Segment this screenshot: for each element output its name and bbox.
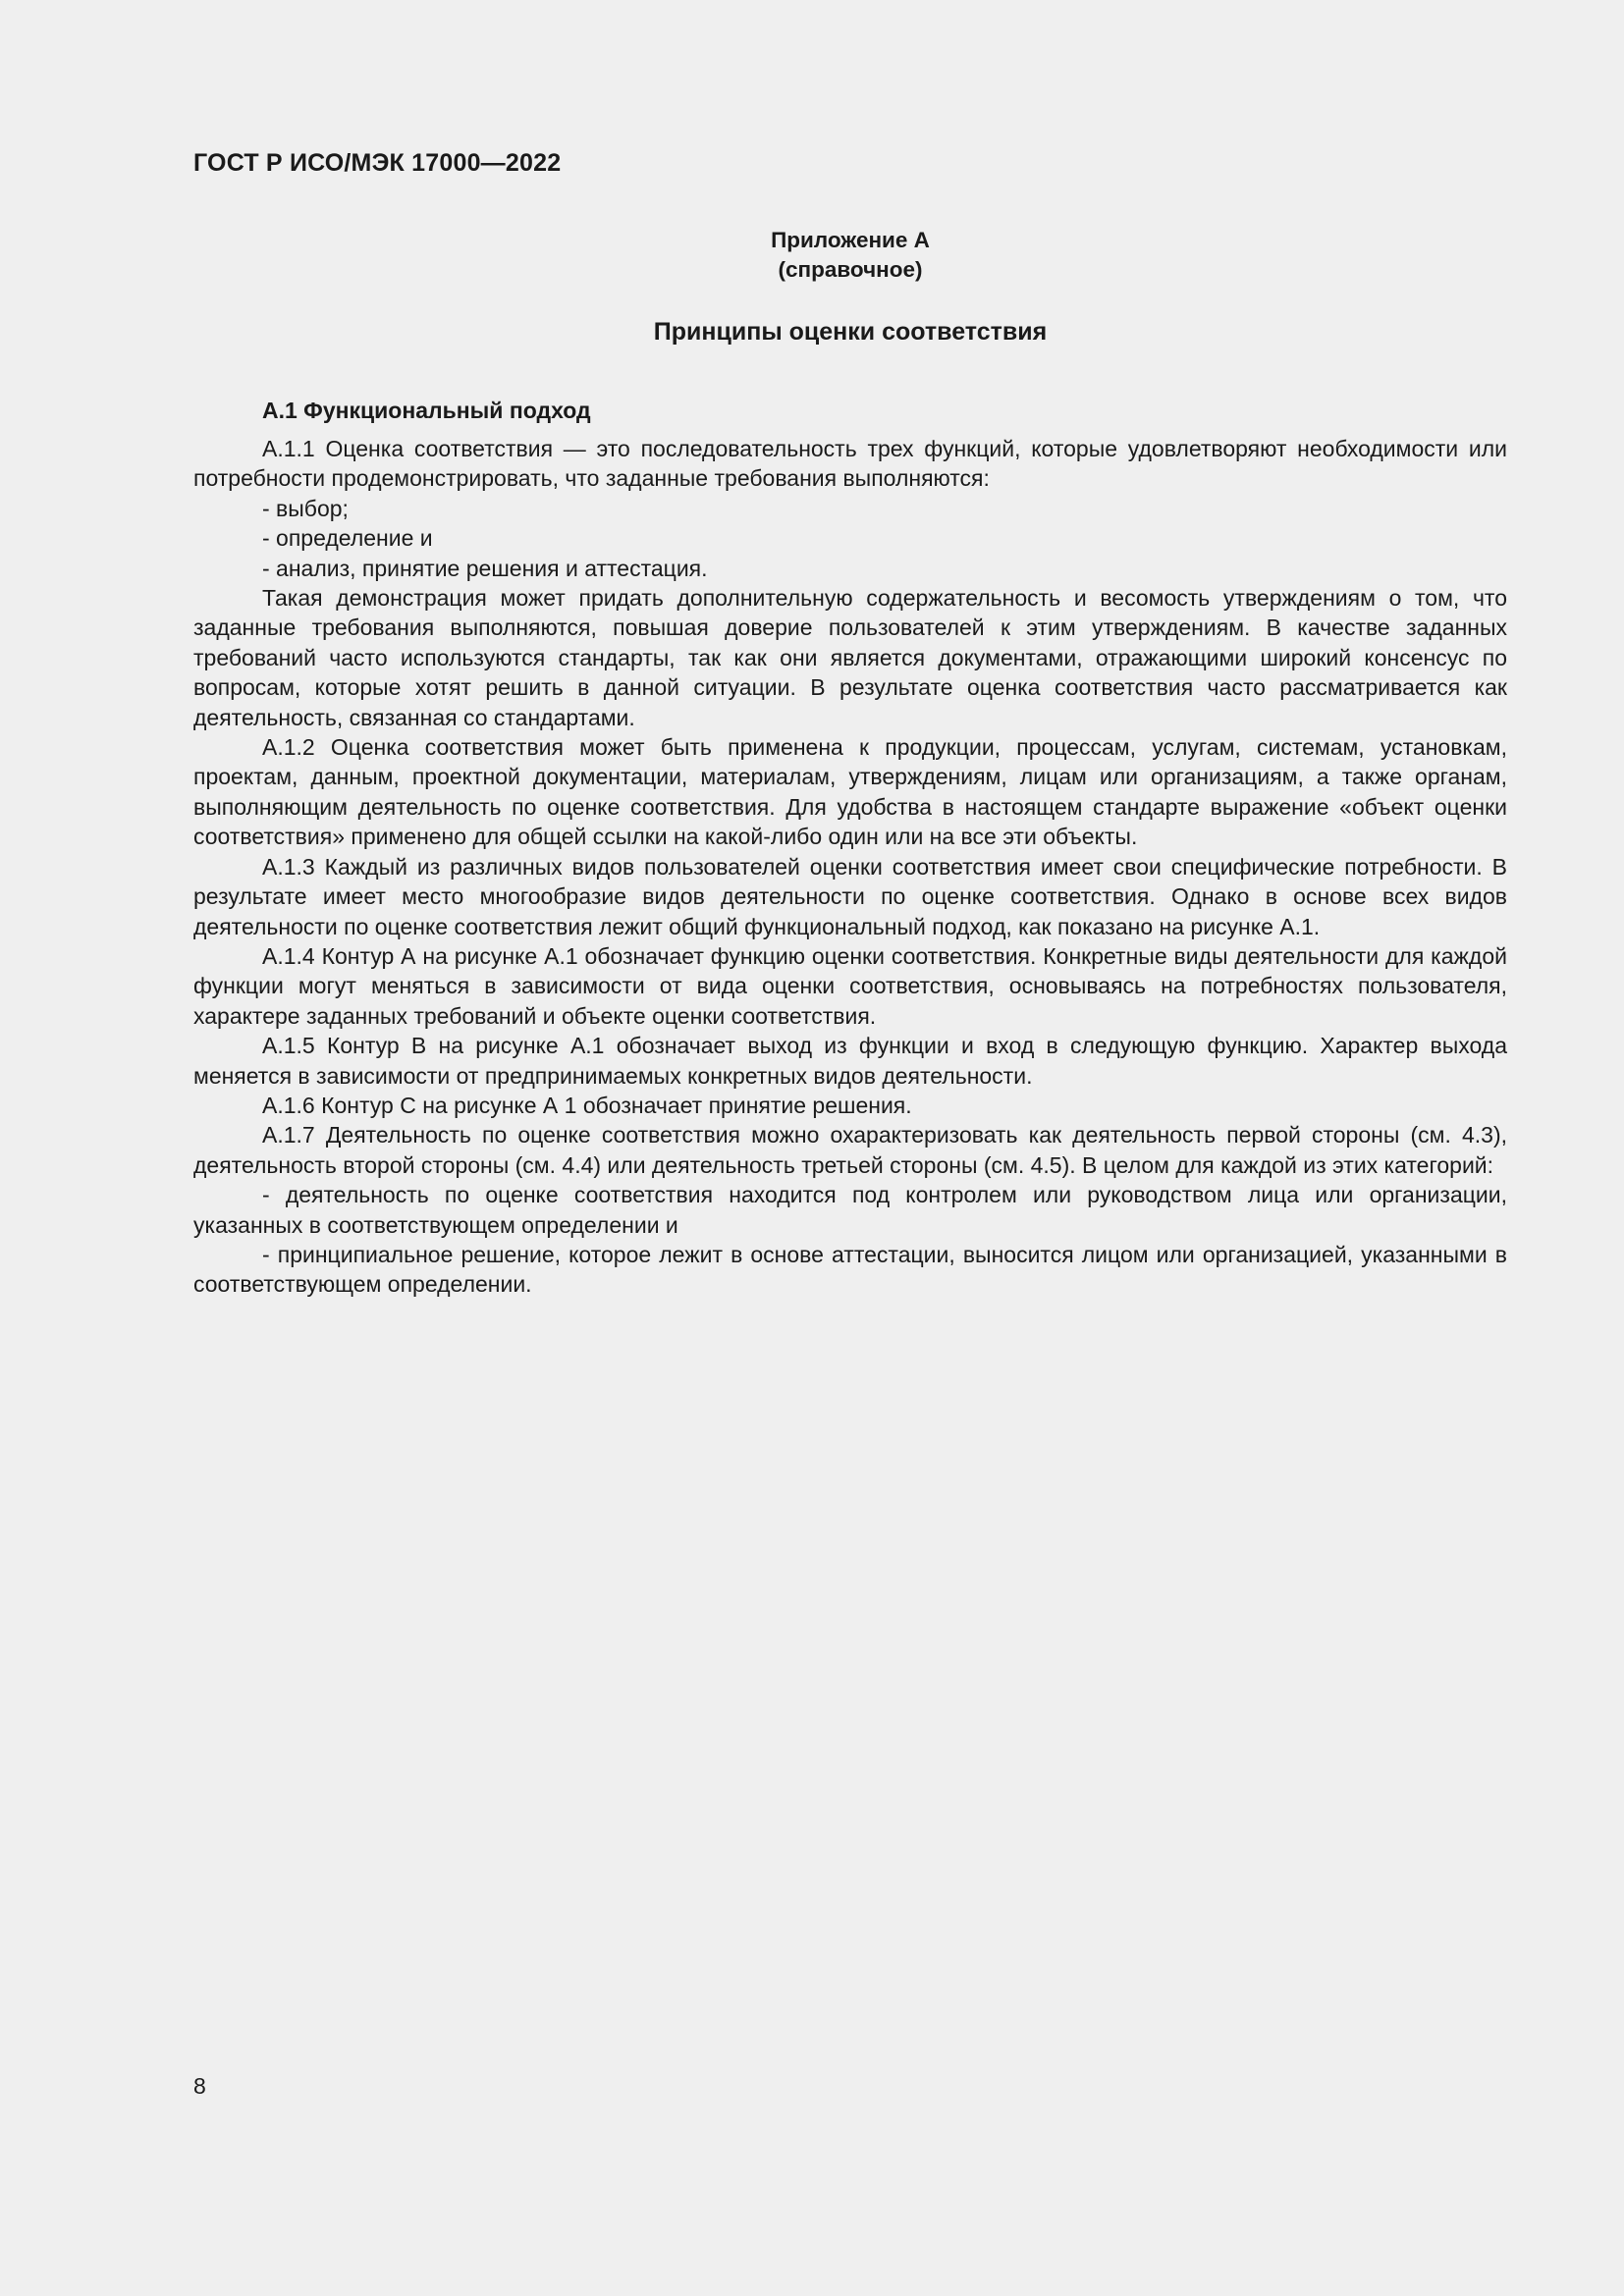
paragraph-a-1-5: А.1.5 Контур В на рисунке А.1 обозначает выход из функции и вход в следующую функцию. Характер выхода меняется в зависимости от предпринимаемых конкретных видов деятельности.	[193, 1033, 1507, 1089]
page-number: 8	[193, 2073, 206, 2099]
appendix-label: Приложение А	[771, 228, 930, 252]
paragraph-a-1-4: А.1.4 Контур А на рисунке А.1 обозначает функцию оценки соответствия. Конкретные виды деятельности для каждой функции могут меняться в зависимости от вида оценки соответствия, основываясь на потребностях пользователя, характере заданных требований и объекте оценки соответствия.	[193, 942, 1507, 1029]
paragraph-a-1-1: А.1.1 Оценка соответствия — это последовательность трех функций, которые удовлетворяют необходимости или потребности продемонстрировать, что заданные требования выполняются:	[193, 436, 1507, 492]
body-text	[193, 434, 1507, 1300]
appendix-status: (справочное)	[778, 257, 923, 282]
paragraph-a-1-7: А.1.7 Деятельность по оценке соответствия можно охарактеризовать как деятельность первой стороны (см. 4.3), деятельность второй стороны (см. 4.4) или деятельность третьей стороны (см. 4.5). В целом для каждой из этих категорий:	[193, 1122, 1507, 1178]
paragraph-a-1-3: А.1.3 Каждый из различных видов пользователей оценки соответствия имеет свои специфические потребности. В результате имеет место многообразие видов деятельности по оценке соответствия. Однако в основе всех видов деятельности по оценке соответствия лежит общий функциональный подход, как показано на рисунке А.1.	[193, 853, 1507, 939]
list-item-control: - деятельность по оценке соответствия находится под контролем или руководством лица или организации, указанных в соответствующем определении и	[193, 1182, 1507, 1238]
section-heading: А.1 Функциональный подход	[262, 398, 591, 423]
paragraph-a-1-6: А.1.6 Контур С на рисунке А 1 обозначает принятие решения.	[262, 1092, 912, 1118]
paragraph-demonstration: Такая демонстрация может придать дополнительную содержательность и весомость утверждениям о том, что заданные требования выполняются, повышая доверие пользователей к этим утверждениям. В качестве заданных требований часто используются стандарты, так как они является документами, отражающими широкий консенсус по вопросам, которые хотят решить в данной ситуации. В результате оценка соответствия часто рассматривается как деятельность, связанная со стандартами.	[193, 585, 1507, 730]
list-item-selection: - выбор;	[262, 495, 349, 521]
list-item-determination: - определение и	[262, 525, 433, 552]
list-item-review-attestation: - анализ, принятие решения и аттестация.	[262, 555, 708, 581]
paragraph-a-1-2: А.1.2 Оценка соответствия может быть применена к продукции, процессам, услугам, системам, установкам, проектам, данным, проектной документации, материалам, утверждениям, лицам или организациям, а также органам, выполняющим деятельность по оценке соответствия. Для удобства в настоящем стандарте выражение «объект оценки соответствия» применено для общей ссылки на какой-либо один или на все эти объекты.	[193, 734, 1507, 850]
list-item-decision: - принципиальное решение, которое лежит в основе аттестации, выносится лицом или организацией, указанными в соответствующем определении.	[193, 1241, 1507, 1298]
appendix-label-block	[193, 226, 1507, 285]
appendix-title: Принципы оценки соответствия	[653, 318, 1048, 346]
standard-id-header: ГОСТ Р ИСО/МЭК 17000—2022	[193, 149, 562, 177]
